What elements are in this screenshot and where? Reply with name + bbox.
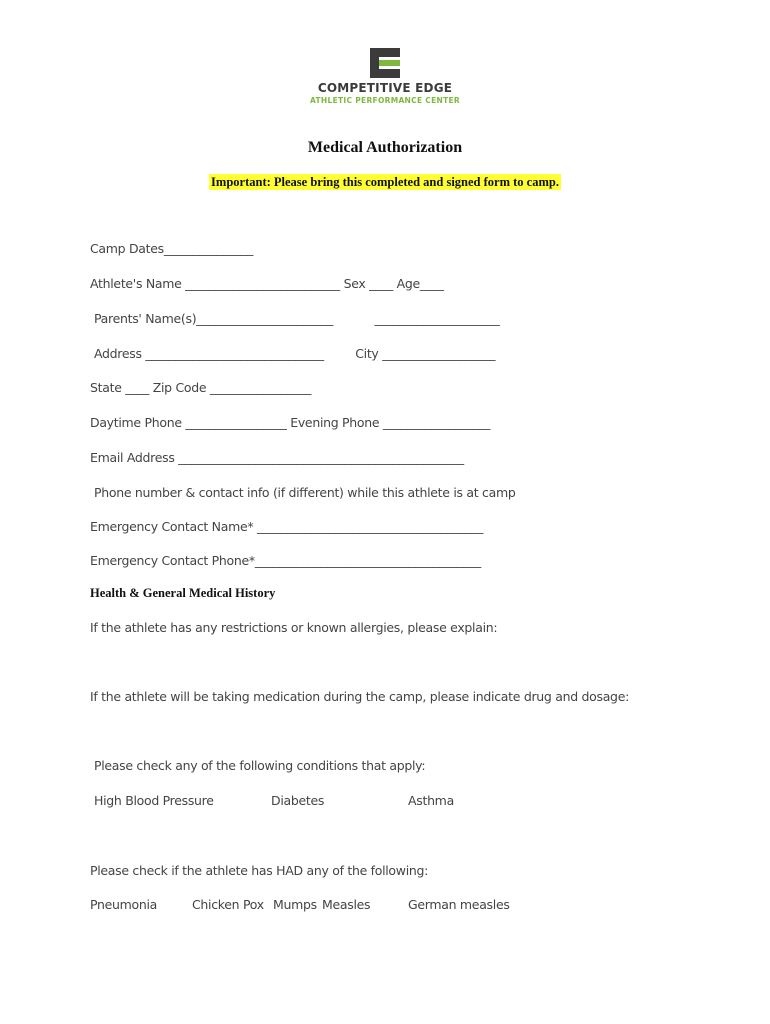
emergency-contact-name-field[interactable]: Emergency Contact Name* ______________________________________: [90, 519, 484, 534]
important-notice: [0, 175, 770, 190]
email-field[interactable]: Email Address ________________________________________________: [90, 450, 464, 465]
medication-prompt: If the athlete will be taking medication during the camp, please indicate drug and dosage:: [90, 689, 629, 704]
restrictions-prompt: If the athlete has any restrictions or known allergies, please explain:: [90, 620, 498, 635]
state-zip-row: [90, 380, 311, 395]
history-mumps[interactable]: Mumps: [273, 897, 317, 912]
address-row: [94, 346, 495, 361]
history-prompt: Please check if the athlete has HAD any of the following:: [90, 863, 429, 878]
condition-diabetes[interactable]: Diabetes: [271, 793, 325, 808]
history-german-measles[interactable]: German measles: [408, 897, 510, 912]
condition-asthma[interactable]: Asthma: [408, 793, 454, 808]
history-chicken-pox[interactable]: Chicken Pox: [192, 897, 264, 912]
zip-field[interactable]: Zip Code _________________: [152, 380, 312, 395]
athlete-name-field[interactable]: Athlete's Name __________________________: [90, 276, 340, 291]
camp-dates-field[interactable]: Camp Dates_______________: [90, 241, 254, 256]
history-measles[interactable]: Measles: [322, 897, 371, 912]
logo-name: COMPETITIVE EDGE: [317, 81, 453, 95]
logo-tagline: ATHLETIC PERFORMANCE CENTER: [309, 96, 460, 105]
evening-phone-field[interactable]: Evening Phone __________________: [290, 415, 491, 430]
sex-field[interactable]: Sex ____: [343, 276, 393, 291]
emergency-contact-phone-field[interactable]: Emergency Contact Phone*______________________________________: [90, 553, 481, 568]
age-field[interactable]: Age____: [396, 276, 444, 291]
address-field[interactable]: Address ______________________________: [94, 346, 324, 361]
city-field[interactable]: City ___________________: [355, 346, 496, 361]
page-title: Medical Authorization: [307, 139, 463, 156]
condition-high-blood-pressure[interactable]: High Blood Pressure: [94, 793, 214, 808]
athlete-row: [90, 276, 444, 291]
phone-row: [90, 415, 490, 430]
phone-at-camp-label: Phone number & contact info (if different) while this athlete is at camp: [94, 485, 516, 500]
daytime-phone-field[interactable]: Daytime Phone _________________: [90, 415, 287, 430]
conditions-prompt: Please check any of the following conditions that apply:: [94, 758, 426, 773]
company-logo: [298, 46, 472, 106]
section-heading: Health & General Medical History: [90, 586, 276, 600]
parents-row: [94, 311, 499, 326]
history-pneumonia[interactable]: Pneumonia: [90, 897, 158, 912]
logo-c-mark-icon: [367, 48, 403, 78]
parents-name-field-2[interactable]: _____________________: [374, 311, 500, 326]
notice-text: Important: Please bring this completed and signed form to camp.: [211, 175, 559, 189]
state-field[interactable]: State ____: [90, 380, 150, 395]
parents-name-field[interactable]: Parents' Name(s)_______________________: [94, 311, 334, 326]
